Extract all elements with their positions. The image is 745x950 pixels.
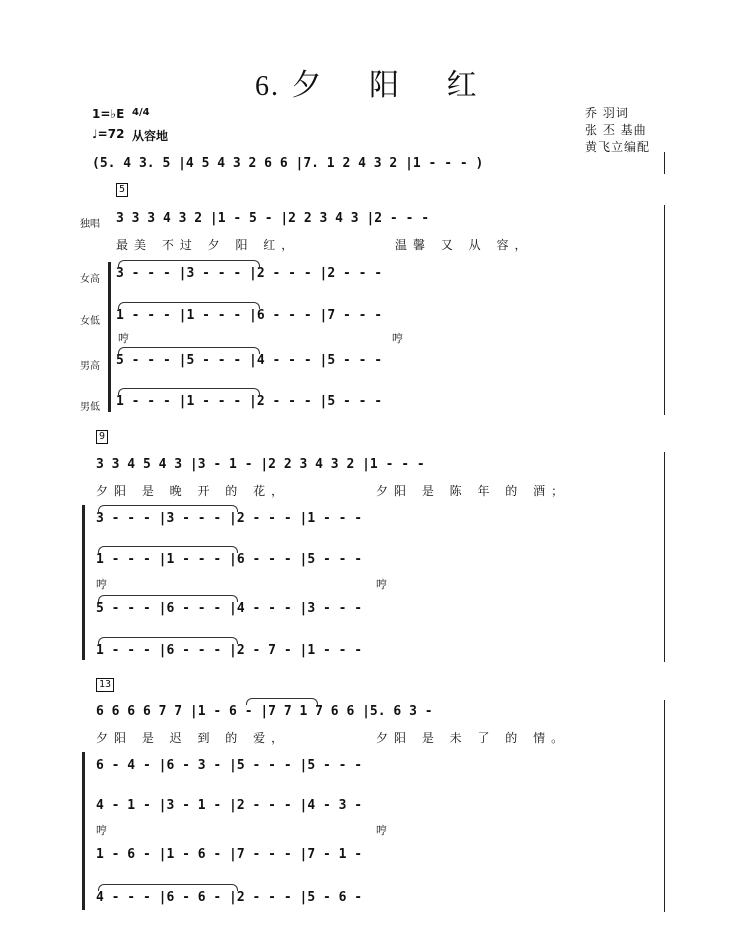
expression-marking: 从容地 xyxy=(132,129,169,143)
system-brace xyxy=(108,262,111,412)
hum-text: 哼 xyxy=(392,332,403,345)
alto-notes: 1 - - - |1 - - - |6 - - - |7 - - - xyxy=(116,308,383,323)
system-brace xyxy=(82,505,85,660)
title-number: 6. xyxy=(255,71,280,102)
solo-lyrics: 夕阳 是 迟 到 的 爱， xyxy=(96,731,290,745)
hum-text: 哼 xyxy=(376,578,387,591)
tenor-notes: 5 - - - |6 - - - |4 - - - |3 - - - xyxy=(96,601,363,616)
alto-notes: 4 - 1 - |3 - 1 - |2 - - - |4 - 3 - xyxy=(96,798,363,813)
hum-text: 哼 xyxy=(118,332,129,345)
solo-lyrics: 夕阳 是 晚 开 的 花， xyxy=(96,484,290,498)
tenor-notes: 5 - - - |5 - - - |4 - - - |5 - - - xyxy=(116,353,383,368)
measure-number-box: 5 xyxy=(116,183,128,197)
bass-notes: 4 - - - |6 - 6 - |2 - - - |5 - 6 - xyxy=(96,890,363,905)
solo-lyrics: 最美 不过 夕 阳 红， xyxy=(116,238,300,252)
system-end-barline xyxy=(664,205,665,415)
bass-notes: 1 - - - |6 - - - |2 - 7 - |1 - - - xyxy=(96,643,363,658)
voice-label-alto: 女低 xyxy=(80,316,100,327)
soprano-notes: 3 - - - |3 - - - |2 - - - |2 - - - xyxy=(116,266,383,281)
solo-notes: 3 3 3 4 3 2 |1 - 5 - |2 2 3 4 3 |2 - - - xyxy=(116,211,430,226)
bass-notes: 1 - - - |1 - - - |2 - - - |5 - - - xyxy=(116,394,383,409)
solo-lyrics: 夕阳 是 未 了 的 情。 xyxy=(376,731,570,745)
hum-text: 哼 xyxy=(376,824,387,837)
system-brace xyxy=(82,752,85,910)
hum-text: 哼 xyxy=(96,824,107,837)
hum-text: 哼 xyxy=(96,578,107,591)
voice-label-solo: 独唱 xyxy=(80,219,100,230)
soprano-notes: 6 - 4 - |6 - 3 - |5 - - - |5 - - - xyxy=(96,758,363,773)
title-char: 阳 xyxy=(369,68,402,103)
system-end-barline xyxy=(664,700,665,912)
title-char: 红 xyxy=(446,68,479,103)
system-end-barline xyxy=(664,452,665,662)
soprano-notes: 3 - - - |3 - - - |2 - - - |1 - - - xyxy=(96,511,363,526)
voice-label-bass: 男低 xyxy=(80,402,100,413)
time-signature: 4/4 xyxy=(132,107,150,118)
title-char: 夕 xyxy=(291,68,324,103)
page-title xyxy=(255,60,513,104)
final-barline xyxy=(664,152,665,174)
credit-lyricist: 乔 羽词 xyxy=(585,106,629,120)
intro-line: (5. 4 3. 5 |4 5 4 3 2 6 6 |7. 1 2 4 3 2 |1 - - - ) xyxy=(92,156,484,171)
tenor-notes: 1 - 6 - |1 - 6 - |7 - - - |7 - 1 - xyxy=(96,847,363,862)
solo-lyrics: 夕阳 是 陈 年 的 酒； xyxy=(376,484,570,498)
measure-number-box: 13 xyxy=(96,678,114,692)
voice-label-tenor: 男高 xyxy=(80,361,100,372)
measure-number-box: 9 xyxy=(96,430,108,444)
solo-notes: 3 3 4 5 4 3 |3 - 1 - |2 2 3 4 3 2 |1 - - - xyxy=(96,457,425,472)
tempo-marking: ♩=72 xyxy=(92,127,125,141)
credit-composer: 张 丕 基曲 xyxy=(585,123,647,137)
solo-lyrics: 温馨 又 从 容， xyxy=(395,238,533,252)
key-signature: 1=♭E xyxy=(92,107,125,121)
voice-label-soprano: 女高 xyxy=(80,274,100,285)
alto-notes: 1 - - - |1 - - - |6 - - - |5 - - - xyxy=(96,552,363,567)
credit-arranger: 黄飞立编配 xyxy=(585,140,651,154)
solo-notes: 6 6 6 6 7 7 |1 - 6 - |7 7 1 7 6 6 |5. 6 3 - xyxy=(96,704,433,719)
